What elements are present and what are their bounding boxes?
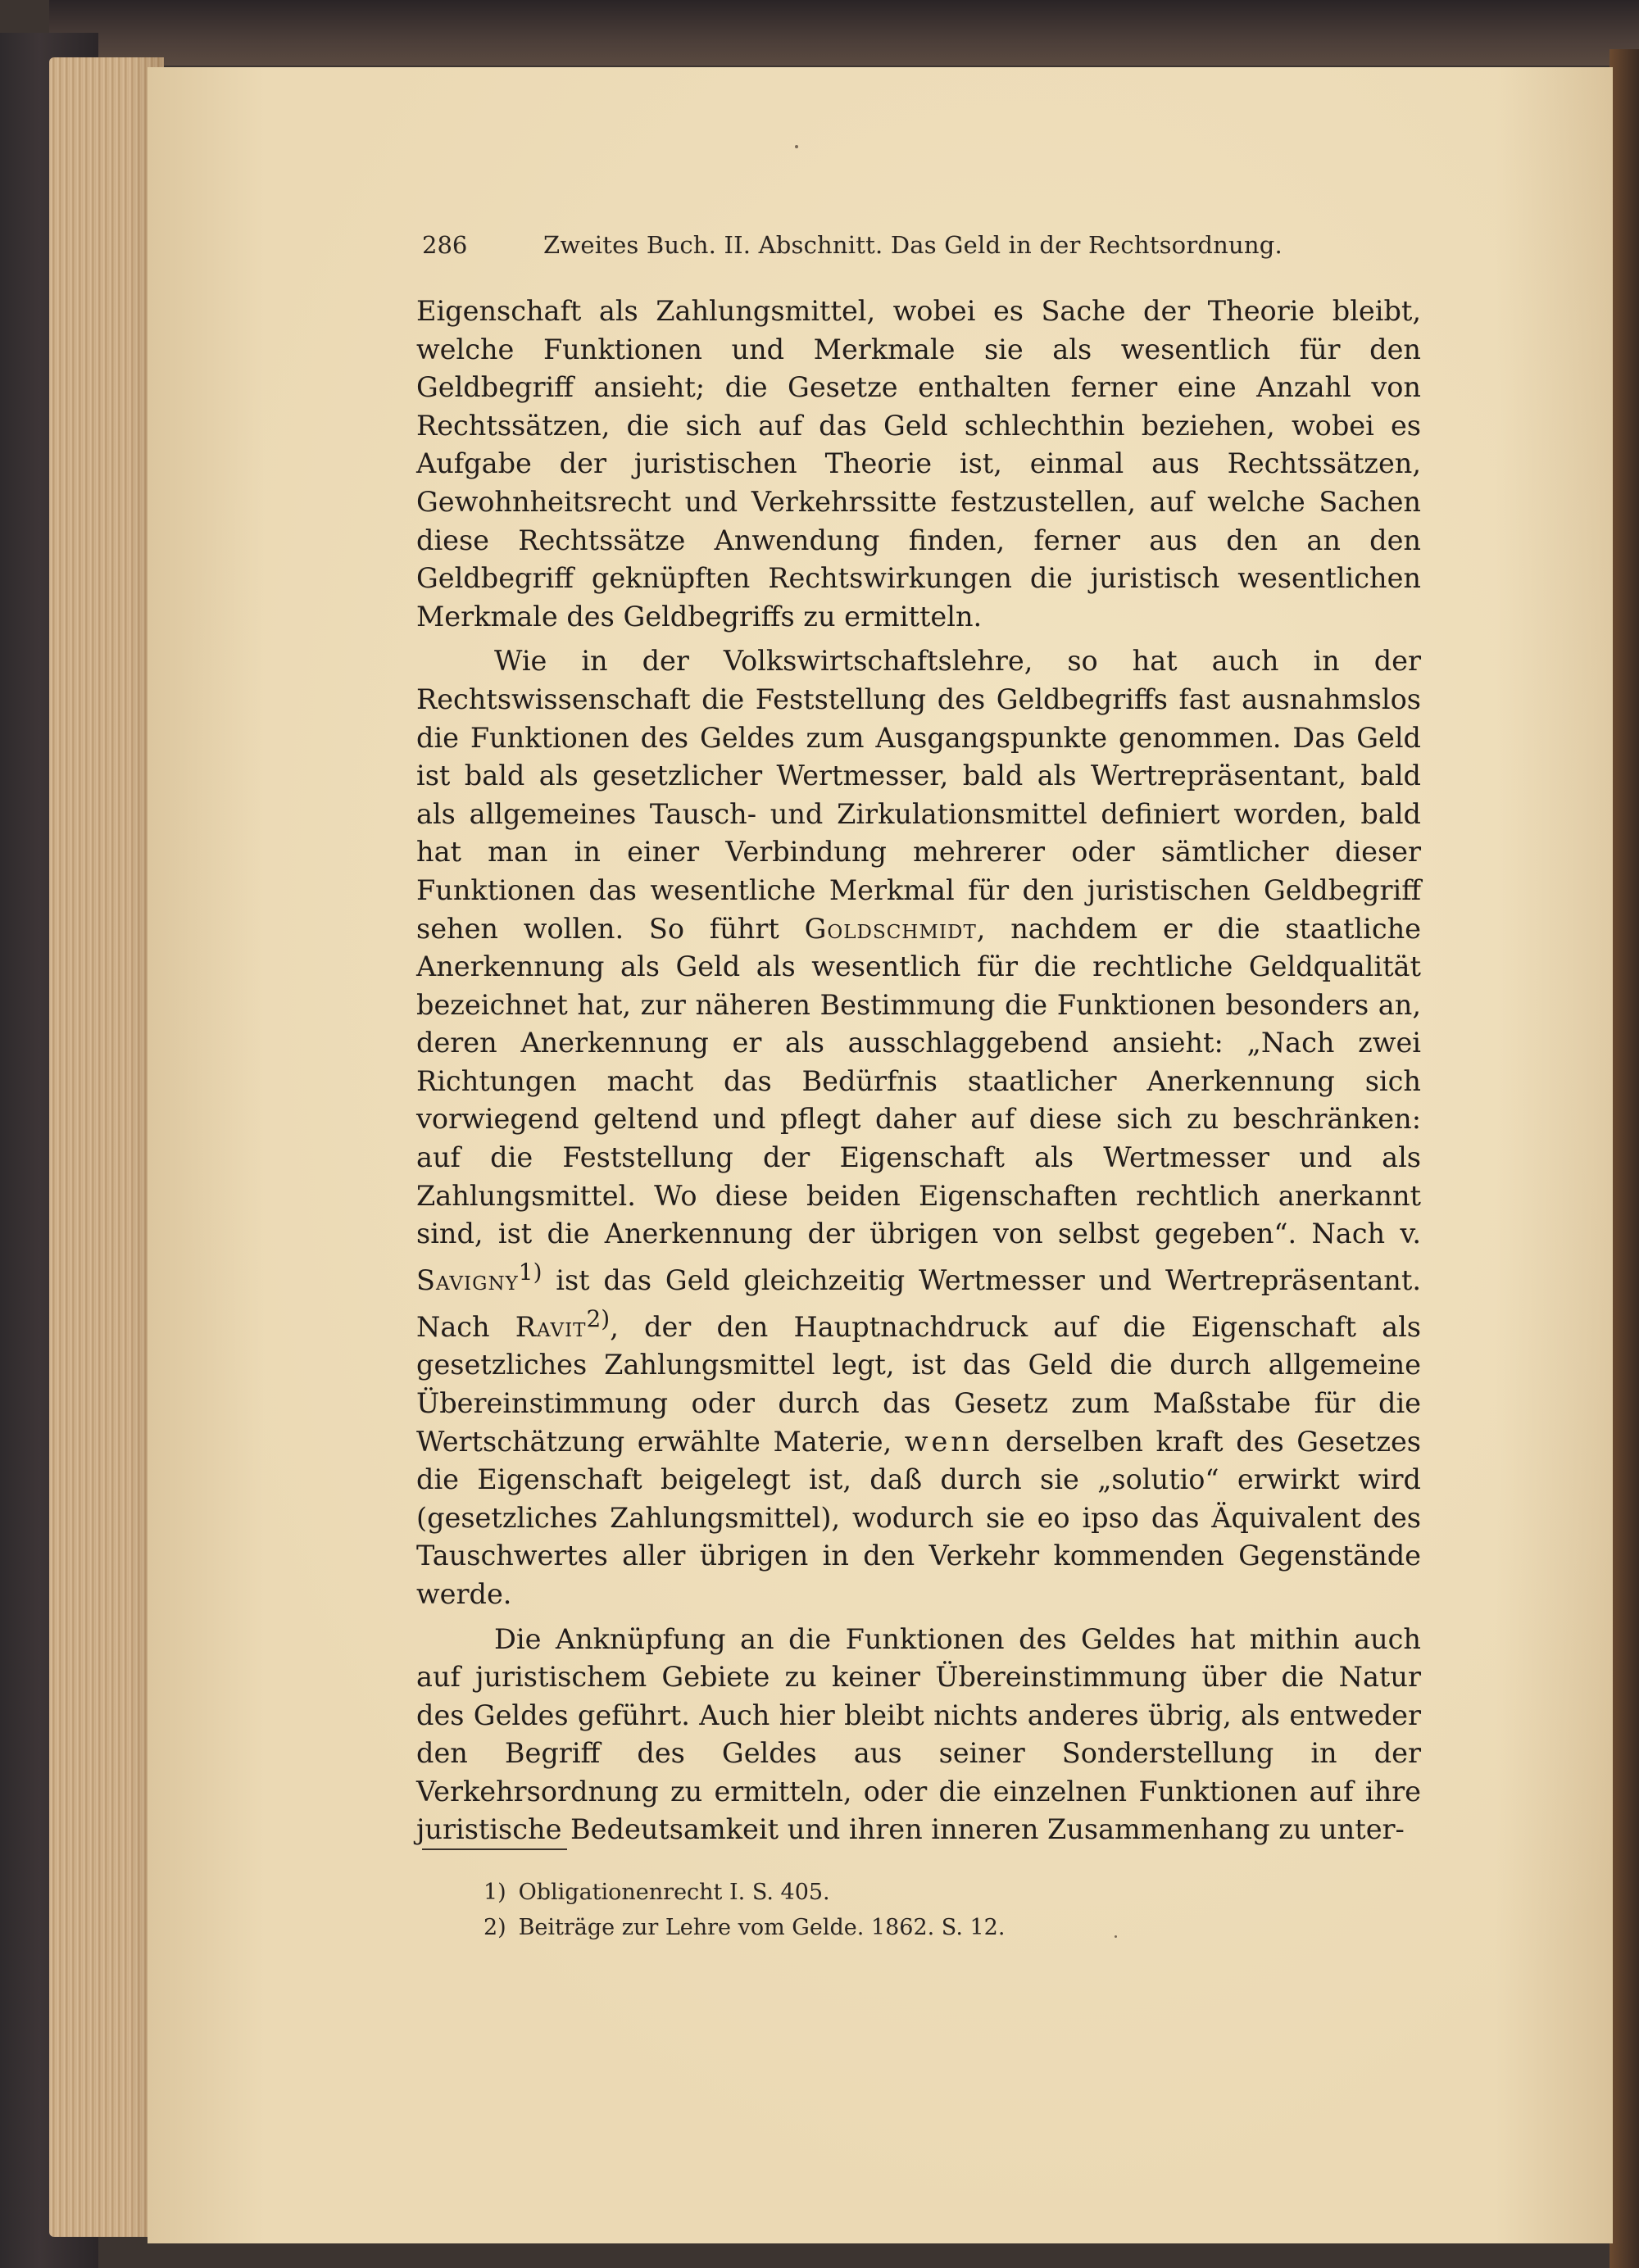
footnote-2-text: Beiträge zur Lehre vom Gelde. 1862. S. 12. [518, 1915, 1006, 1940]
emphasis-wenn: wenn [904, 1425, 993, 1458]
body-text [416, 293, 1421, 1849]
paragraph-2-text: , der den Hauptnachdruck auf die Eigenschaft als gesetzliches Zahlungsmittel legt, ist das Geld die durch allgemeine Übereinstimmung oder durch das Gesetz zum Maßstabe für die Wertschätzung erwählte Materie, [416, 1310, 1421, 1458]
paragraph-2 [416, 642, 1421, 1613]
footnote-2-number: 2) [484, 1915, 506, 1940]
author-ravit: Ravit [515, 1310, 587, 1343]
footnote-ref-2: 2) [586, 1304, 611, 1332]
author-goldschmidt: Goldschmidt [804, 912, 977, 945]
book-cover-top [49, 0, 1639, 66]
paragraph-2-text: , nachdem er die staatliche Anerkennung als Geld als wesentlich für die rechtliche Geldqualität bezeichnet hat, zur näheren Bestimmung die Funktionen besonders an, deren Anerkennung er als ausschlaggebend ansieht: „Nach zwei Richtungen macht das Bedürfnis staatlicher Anerkennung sich vorwiegend geltend und pflegt daher auf diese sich zu beschränken: auf die Feststellung der Eigenschaft als Wertmesser und als Zahlungsmittel. Wo diese beiden Eigenschaften rechtlich anerkannt sind, ist die Anerkennung der übrigen von selbst gegeben“. Nach v. [416, 912, 1421, 1250]
running-title: Zweites Buch. II. Abschnitt. Das Geld in der Rechtsordnung. [543, 231, 1283, 259]
page-edges [49, 57, 164, 2237]
footnote-ref-2-number: 2 [586, 1304, 602, 1332]
paragraph-2-text: Wie in der Volkswirtschaftslehre, so hat auch in der Rechtswissenschaft die Feststellung des Geldbegriffs fast ausnahmslos die Funktionen des Geldes zum Ausgangspunkte genommen. Das Geld ist bald als gesetzlicher Wertmesser, bald als Wertrepräsentant, bald als allgemeines Tausch- und Zirkulationsmittel definiert worden, bald hat man in einer Verbindung mehrerer oder sämtlicher dieser Funktionen das wesentliche Merkmal für den juristischen Geldbegriff sehen wollen. So führt [416, 645, 1421, 945]
paragraph-2-text: ist das Geld gleichzeitig Wertmesser und Wertrepräsentant. Nach [416, 1264, 1421, 1343]
paragraph-1: Eigenschaft als Zahlungsmittel, wobei es Sache der Theorie bleibt, welche Funktionen und Merkmale sie als wesentlich für den Geldbegriff ansieht; die Gesetze enthalten ferner eine Anzahl von Rechtssätzen, die sich auf das Geld schlechthin beziehen, wobei es Aufgabe der juristischen Theorie ist, einmal aus Rechtssätzen, Gewohnheitsrecht und Verkehrssitte festzustellen, auf welche Sachen diese Rechtssätze Anwendung finden, ferner aus den an den Geldbegriff geknüpften Rechtswirkungen die juristisch wesentlichen Merkmale des Geldbegriffs zu ermitteln. [416, 295, 1421, 633]
footnote-1-text: Obligationenrecht I. S. 405. [518, 1880, 830, 1905]
footnote-2 [484, 1910, 1221, 1945]
footnotes [484, 1875, 1221, 1945]
footnote-ref-1-number: 1 [518, 1258, 533, 1286]
footnote-rule [422, 1848, 567, 1850]
book-gutter [1609, 49, 1639, 2268]
page-number: 286 [422, 231, 468, 259]
running-header [422, 231, 1323, 264]
footnote-ref-1: 1) [518, 1258, 543, 1286]
paragraph-3: Die Anknüpfung an die Funktionen des Geldes hat mithin auch auf juristischem Gebiete zu keiner Übereinstimmung über die Natur des Geldes geführt. Auch hier bleibt nichts anderes übrig, als entweder den Begriff des Geldes aus seiner Sonderstellung in der Verkehrsordnung zu ermitteln, oder die einzelnen Funktionen auf ihre juristische Bedeutsamkeit und ihren inneren Zusammenhang zu unter- [416, 1622, 1421, 1846]
author-savigny: Savigny [416, 1264, 519, 1296]
paper-speck [795, 145, 798, 148]
footnote-1 [484, 1875, 1221, 1910]
footnote-1-number: 1) [484, 1880, 506, 1905]
paragraph-2-text: derselben kraft des Gesetzes die Eigenschaft beigelegt ist, daß durch sie „solutio“ erwirkt wird (gesetzliches Zahlungsmittel), wodurch sie eo ipso das Äquivalent des Tauschwertes aller übrigen in den Verkehr kommenden Gegenstände werde. [416, 1425, 1421, 1610]
